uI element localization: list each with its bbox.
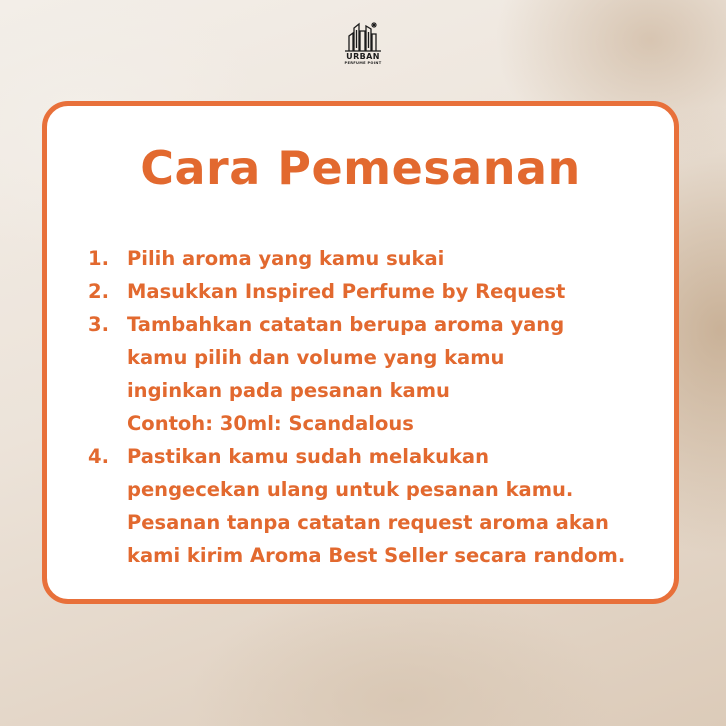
step-line: Pesanan tanpa catatan request aroma akan [127,511,609,534]
step-text [127,275,565,308]
step-text [127,308,564,440]
step-number: 4. [88,445,109,468]
step-line: Masukkan Inspired Perfume by Request [127,280,566,303]
step-item-2 [84,275,654,308]
step-number: 3. [88,313,109,336]
brand-tagline: PERFUME POINT [344,61,382,65]
step-item-3 [84,308,654,440]
card-title: Cara Pemesanan [140,141,581,195]
steps-list [84,242,654,572]
step-line: Tambahkan catatan berupa aroma yang [127,313,565,336]
order-instructions-card [42,101,679,604]
step-line: pengecekan ulang untuk pesanan kamu. [127,478,574,501]
step-number: 1. [88,247,109,270]
brand-logo [337,20,389,72]
step-line: kami kirim Aroma Best Seller secara random. [127,544,626,567]
step-line: kamu pilih dan volume yang kamu [127,346,505,369]
step-example: Contoh: 30ml: Scandalous [127,412,414,435]
step-number: 2. [88,280,109,303]
step-line: Pastikan kamu sudah melakukan [127,445,489,468]
step-line: inginkan pada pesanan kamu [127,379,450,402]
step-item-1 [84,242,654,275]
brand-name: URBAN [346,52,380,61]
step-item-4 [84,440,654,572]
city-skyline-logo-icon [343,20,383,52]
step-line: Pilih aroma yang kamu sukai [127,247,445,270]
step-text [127,242,444,275]
step-text [127,440,625,572]
